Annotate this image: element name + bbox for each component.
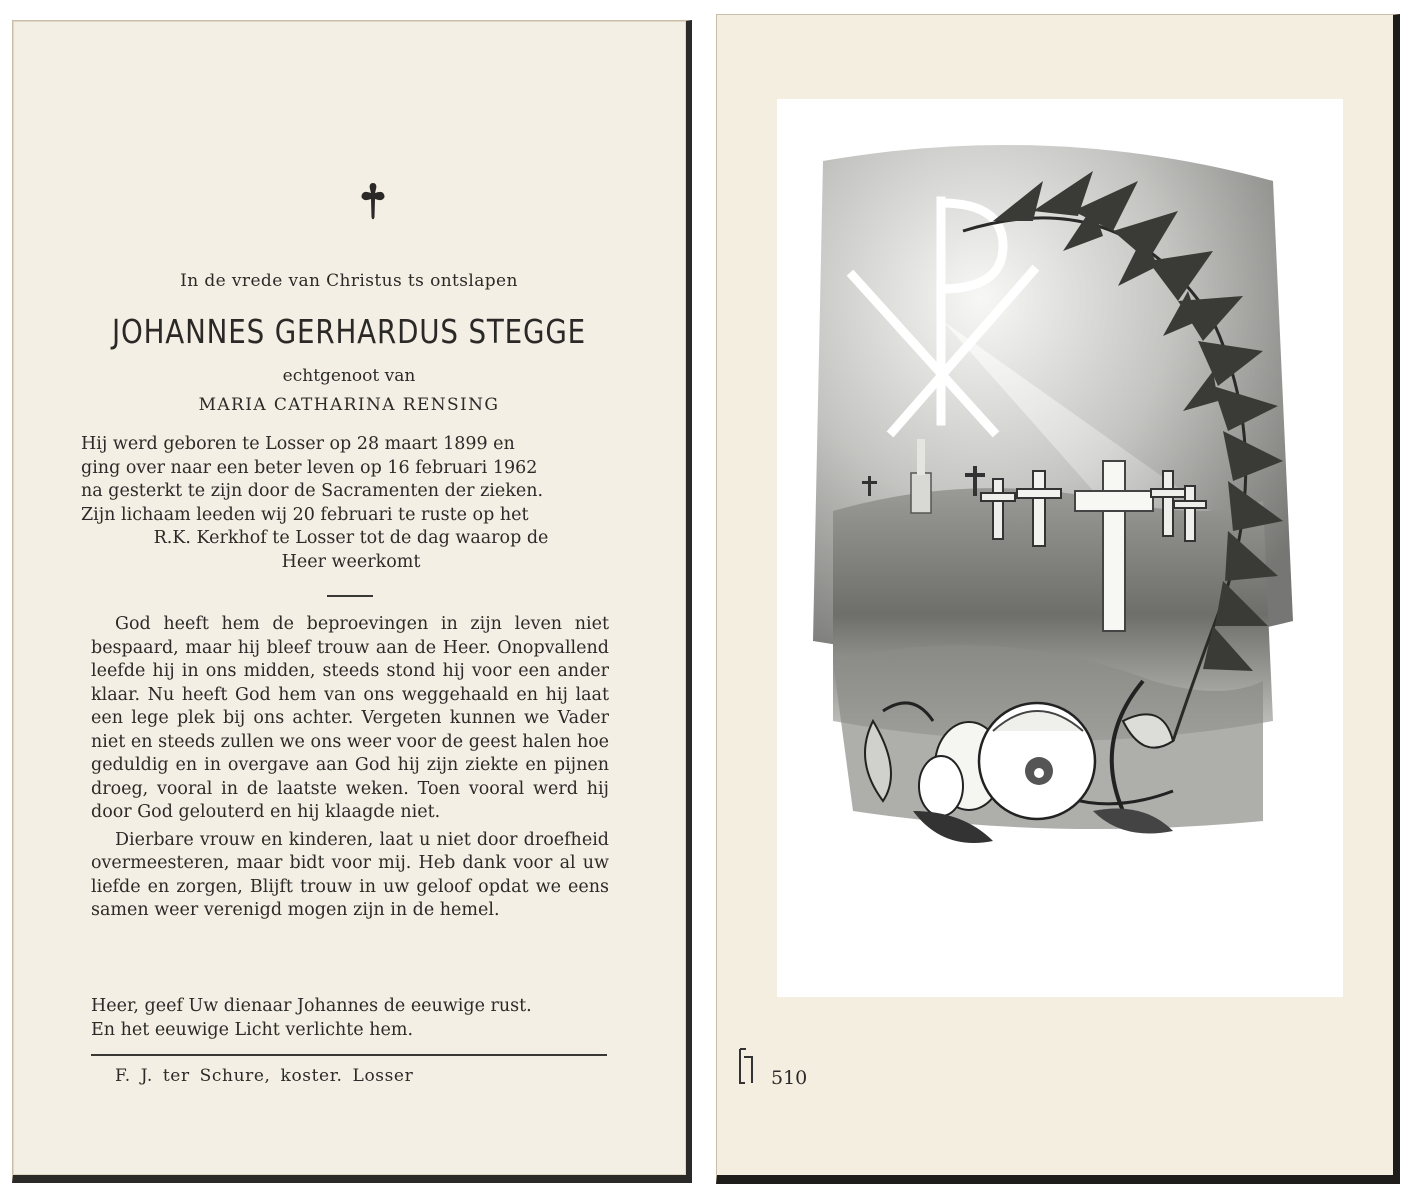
spouse-label: echtgenoot van [282, 366, 416, 386]
bio-line: ging over naar een beter leven op 16 februari 1962 [81, 457, 538, 478]
biography [81, 433, 621, 574]
prayer [91, 995, 611, 1042]
prayer-line: Heer, geef Uw dienaar Johannes de eeuwige rust. [91, 996, 532, 1016]
memorial-text [91, 613, 609, 927]
bio-line: Heer weerkomt [281, 551, 421, 572]
prayer-line: En het eeuwige Licht verlichte hem. [91, 1019, 414, 1040]
paragraph: Dierbare vrouw en kinderen, laat u niet door droefheid overmeesteren, maar bidt voor mij. Heb dank voor al uw liefde en zorgen, Blijft trouw in uw geloof opdat we eens samen weer verenigd mogen zijn in de hemel. [91, 829, 609, 920]
bio-line: R.K. Kerkhof te Losser tot de dag waarop de [153, 528, 549, 548]
bio-line: na gesterkt te zijn door de Sacramenten der zieken. [81, 481, 544, 501]
picture-frame [777, 99, 1343, 997]
divider [91, 1054, 607, 1056]
printer-credit: F. J. ter Schure, koster. Losser [115, 1066, 414, 1086]
memorial-card-text-side [12, 20, 692, 1183]
bio-line: Zijn lichaam leeden wij 20 februari te ruste op het [81, 504, 529, 525]
divider [327, 595, 373, 597]
paragraph: God heeft hem de beproevingen in zijn leven niet bespaard, maar hij bleef trouw aan de Heer. Onopvallend leefde hij in ons midden, steeds stond hij voor een ander klaar. Nu heeft God hem van ons weggehaald en hij laat een lege plek bij ons achter. Vergeten kunnen we Vader niet en steeds zullen we ons weer voor de geest halen hoe geduldig en in overgave aan God hij zijn ziekte en pijnen droeg, vooral in de laatste weken. Toen vooral werd hij door God gelouterd en hij klaagde niet. [91, 614, 609, 822]
memorial-card-image-side [716, 14, 1400, 1184]
bio-line: Hij werd geboren te Losser op 28 maart 1899 en [81, 434, 515, 454]
cross-icon [359, 181, 387, 221]
memorial-illustration [793, 121, 1311, 949]
printer-mark-icon [737, 1047, 755, 1087]
intro-line: In de vrede van Christus ts ontslapen [180, 271, 518, 291]
deceased-name: JOHANNES GERHARDUS STEGGE [111, 312, 587, 351]
spouse-name: MARIA CATHARINA RENSING [198, 395, 500, 415]
card-number: 510 [771, 1067, 808, 1089]
